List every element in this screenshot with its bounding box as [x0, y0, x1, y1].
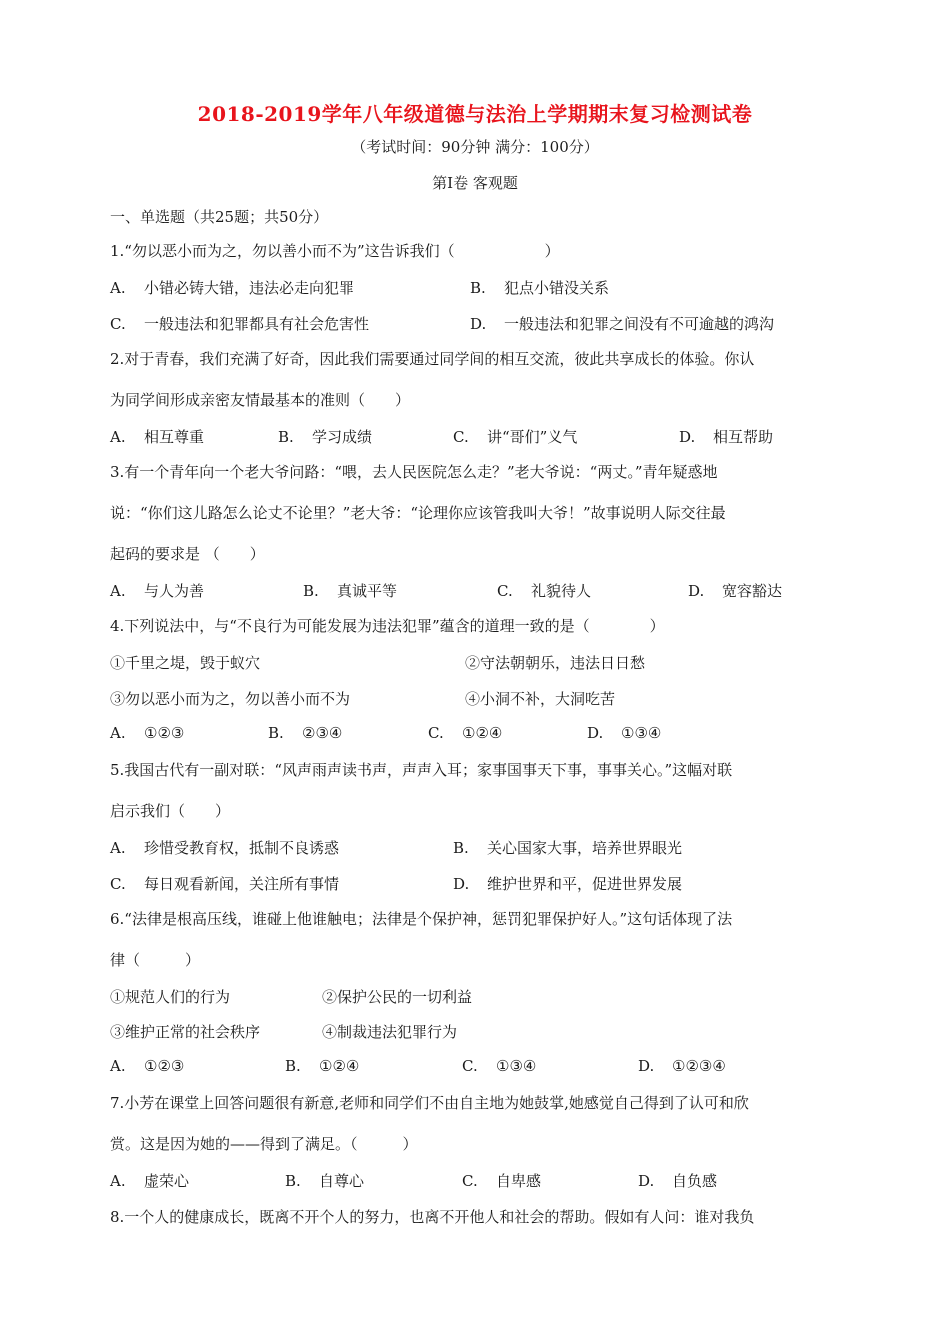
- question-2-option-d: D. 相互帮助: [679, 428, 774, 446]
- question-7-option-b: B. 自尊心: [285, 1172, 365, 1190]
- question-4-option-c: C. ①②④: [428, 724, 503, 742]
- question-7-option-c: C. 自卑感: [462, 1172, 542, 1190]
- question-8-stem-line-1: 8.一个人的健康成长，既离不开个人的努力，也离不开他人和社会的帮助。假如有人问：谁对我负: [110, 1208, 755, 1226]
- question-4-stem: 4.下列说法中，与“不良行为可能发展为违法犯罪”蕴含的道理一致的是（ ）: [110, 617, 665, 635]
- question-2-option-a: A. 相互尊重: [110, 428, 205, 446]
- question-4-item-3: ③勿以恶小而为之，勿以善小而不为: [110, 690, 351, 708]
- question-1-stem: 1.“勿以恶小而为之，勿以善小而不为”这告诉我们（ ）: [110, 242, 560, 260]
- question-3-stem-line-3: 起码的要求是 （ ）: [110, 545, 265, 563]
- question-7-stem-line-1: 7.小芳在课堂上回答问题很有新意,老师和同学们不由自主地为她鼓掌,她感觉自己得到了认可和欣: [110, 1094, 749, 1112]
- question-6-item-1: ①规范人们的行为: [110, 988, 231, 1006]
- question-3-option-a: A. 与人为善: [110, 582, 205, 600]
- question-1-option-d: D. 一般违法和犯罪之间没有不可逾越的鸿沟: [470, 315, 775, 333]
- question-2-stem-line-2: 为同学间形成亲密友情最基本的准则（ ）: [110, 391, 411, 409]
- section-heading: 一、单选题（共25题；共50分）: [110, 208, 329, 226]
- question-6-option-c: C. ①③④: [462, 1057, 537, 1075]
- question-5-option-d: D. 维护世界和平，促进世界发展: [453, 875, 683, 893]
- question-4-option-b: B. ②③④: [268, 724, 343, 742]
- question-6-item-4: ④制裁违法犯罪行为: [322, 1023, 458, 1041]
- question-5-option-c: C. 每日观看新闻，关注所有事情: [110, 875, 340, 893]
- question-1-option-c: C. 一般违法和犯罪都具有社会危害性: [110, 315, 370, 333]
- question-3-option-d: D. 宽容豁达: [688, 582, 783, 600]
- question-1-option-a: A. 小错必铸大错，违法必走向犯罪: [110, 279, 355, 297]
- question-6-stem-line-2: 律（ ）: [110, 951, 201, 969]
- question-3-option-c: C. 礼貌待人: [497, 582, 592, 600]
- question-5-stem-line-2: 启示我们（ ）: [110, 802, 231, 820]
- question-6-option-a: A. ①②③: [110, 1057, 185, 1075]
- question-7-option-a: A. 虚荣心: [110, 1172, 190, 1190]
- question-6-item-2: ②保护公民的一切利益: [322, 988, 473, 1006]
- question-4-item-1: ①千里之堤，毁于蚁穴: [110, 654, 261, 672]
- question-5-option-b: B. 关心国家大事，培养世界眼光: [453, 839, 683, 857]
- question-3-stem-line-1: 3.有一个青年向一个老大爷问路：“喂，去人民医院怎么走？”老大爷说：“两丈。”青年疑惑地: [110, 463, 718, 481]
- question-4-option-d: D. ①③④: [587, 724, 662, 742]
- question-3-stem-line-2: 说：“你们这儿路怎么论丈不论里？”老大爷：“论理你应该管我叫大爷！”故事说明人际交往最: [110, 504, 726, 522]
- question-6-option-b: B. ①②④: [285, 1057, 360, 1075]
- question-1-option-b: B. 犯点小错没关系: [470, 279, 610, 297]
- question-4-item-2: ②守法朝朝乐，违法日日愁: [465, 654, 646, 672]
- question-6-option-d: D. ①②③④: [638, 1057, 726, 1075]
- question-5-option-a: A. 珍惜受教育权，抵制不良诱惑: [110, 839, 340, 857]
- question-5-stem-line-1: 5.我国古代有一副对联：“风声雨声读书声，声声入耳；家事国事天下事，事事关心。”这幅对联: [110, 761, 733, 779]
- part-heading: 第Ⅰ卷 客观题: [432, 174, 518, 192]
- question-7-option-d: D. 自负感: [638, 1172, 718, 1190]
- exam-title: 2018-2019学年八年级道德与法治上学期期末复习检测试卷: [197, 102, 753, 126]
- question-7-stem-line-2: 赏。这是因为她的——得到了满足。（ ）: [110, 1135, 418, 1153]
- question-6-item-3: ③维护正常的社会秩序: [110, 1023, 261, 1041]
- question-4-option-a: A. ①②③: [110, 724, 185, 742]
- question-2-stem-line-1: 2.对于青春，我们充满了好奇，因此我们需要通过同学间的相互交流，彼此共享成长的体验。你认: [110, 350, 755, 368]
- question-2-option-c: C. 讲“哥们”义气: [453, 428, 578, 446]
- question-6-stem-line-1: 6.“法律是根高压线，谁碰上他谁触电；法律是个保护神，惩罚犯罪保护好人。”这句话体现了法: [110, 910, 733, 928]
- question-2-option-b: B. 学习成绩: [278, 428, 373, 446]
- question-3-option-b: B. 真诚平等: [303, 582, 398, 600]
- question-4-item-4: ④小洞不补，大洞吃苦: [465, 690, 616, 708]
- exam-subtitle: （考试时间：90分钟 满分：100分）: [351, 138, 599, 156]
